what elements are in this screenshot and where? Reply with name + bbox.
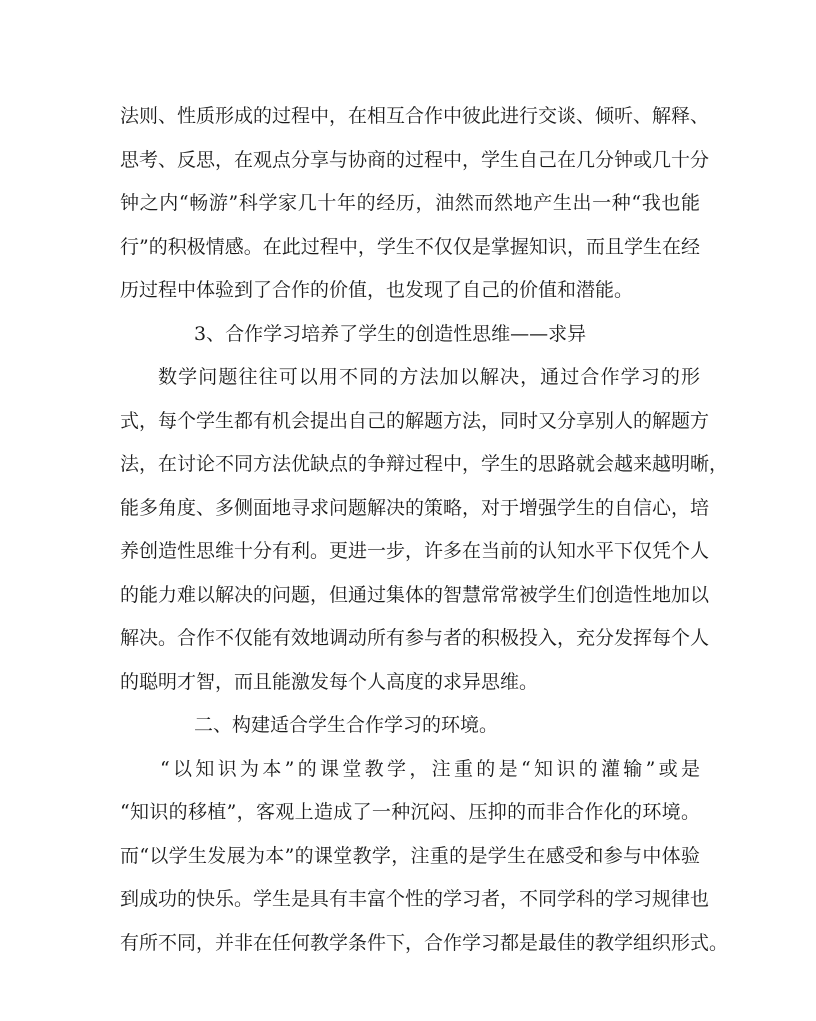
paragraph-line-3: 钟之内“畅游”科学家几十年的经历，油然而然地产生出一种“我也能 xyxy=(120,192,700,214)
paragraph-line-17: “知识的移植”，客观上造成了一种沉闷、压抑的而非合作化的环境。 xyxy=(120,801,700,823)
paragraph-line-12: 的能力难以解决的问题，但通过集体的智慧常常被学生们创造性地加以 xyxy=(120,584,710,606)
paragraph-line-11: 养创造性思维十分有利。更进一步，许多在当前的认知水平下仅凭个人 xyxy=(120,540,710,562)
paragraph-line-14: 的聪明才智，而且能激发每个人高度的求异思维。 xyxy=(120,671,539,693)
paragraph-line-7: 数学问题往往可以用不同的方法加以解决，通过合作学习的形 xyxy=(158,366,700,388)
paragraph-line-1: 法则、性质形成的过程中，在相互合作中彼此进行交谈、倾听、解释、 xyxy=(120,105,710,127)
section-heading-3: 3、合作学习培养了学生的创造性思维——求异 xyxy=(194,323,587,345)
paragraph-line-18: 而“以学生发展为本”的课堂教学，注重的是学生在感受和参与中体验 xyxy=(120,845,700,867)
paragraph-line-4: 行”的积极情感。在此过程中，学生不仅仅是掌握知识，而且学生在经 xyxy=(120,236,700,258)
paragraph-line-13: 解决。合作不仅能有效地调动所有参与者的积极投入，充分发挥每个人 xyxy=(120,627,710,649)
paragraph-line-16: “以知识为本”的课堂教学，注重的是“知识的灌输”或是 xyxy=(160,758,700,780)
paragraph-line-9: 法，在讨论不同方法优缺点的争辩过程中，学生的思路就会越来越明晰， xyxy=(120,453,729,475)
paragraph-line-19: 到成功的快乐。学生是具有丰富个性的学习者，不同学科的学习规律也 xyxy=(120,888,710,910)
paragraph-line-20: 有所不同，并非在任何教学条件下，合作学习都是最佳的教学组织形式。 xyxy=(120,932,729,954)
paragraph-line-5: 历过程中体验到了合作的价值，也发现了自己的价值和潜能。 xyxy=(120,279,634,301)
section-heading-2: 二、构建适合学生合作学习的环境。 xyxy=(194,714,499,736)
paragraph-line-10: 能多角度、多侧面地寻求问题解决的策略，对于增强学生的自信心，培 xyxy=(120,497,710,519)
paragraph-line-2: 思考、反思，在观点分享与协商的过程中，学生自己在几分钟或几十分 xyxy=(120,149,710,171)
paragraph-line-8: 式，每个学生都有机会提出自己的解题方法，同时又分享别人的解题方 xyxy=(120,410,710,432)
